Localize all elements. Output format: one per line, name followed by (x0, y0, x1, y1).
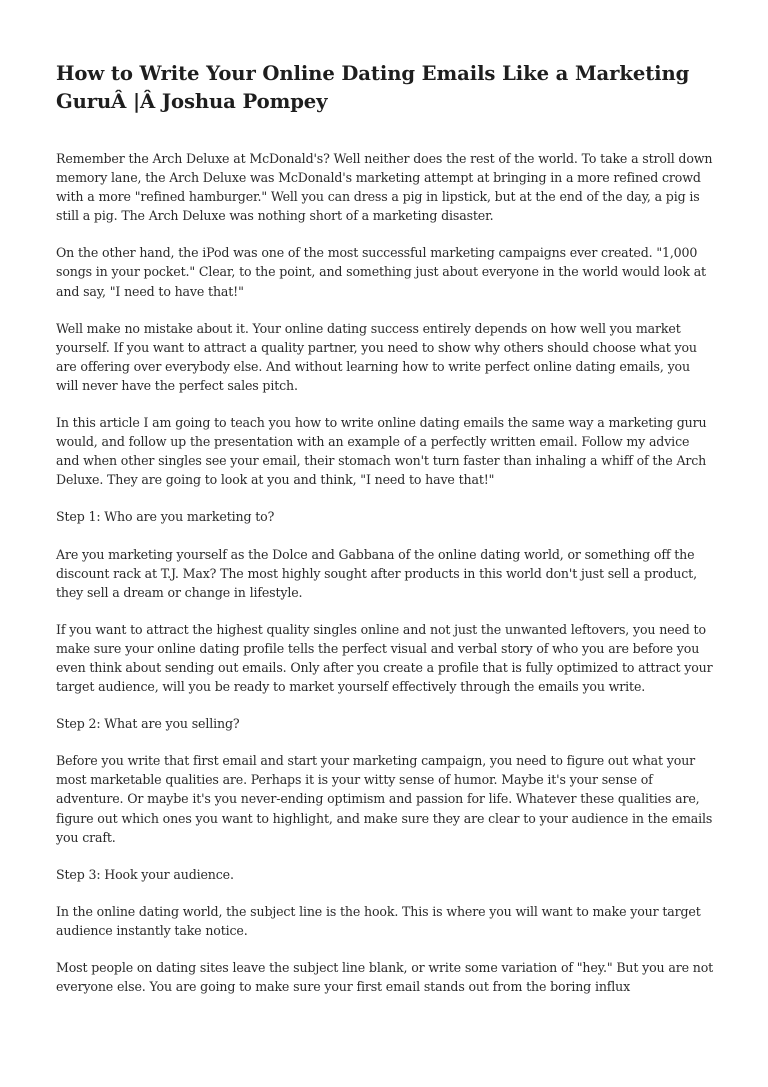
paragraph-article-overview: In this article I am going to teach you how to write online dating emails the same way a marketing guru would, and follow up the presentation with an example of a perfectly written email. Follow my advice and when other singles see your email, their stomach won't turn faster than inhaling a whiff of the Arch Deluxe. They are going to look at you and think, "I need to have that!" (56, 415, 707, 488)
paragraph-step-3-a: In the online dating world, the subject line is the hook. This is where you will want to make your target audience instantly take notice. (56, 903, 701, 938)
paragraph-step-1-a: Are you marketing yourself as the Dolce and Gabbana of the online dating world, or something off the discount rack at T.J. Max? The most highly sought after products in this world don't just sell a product, they sell a dream or change in lifestyle. (56, 546, 697, 600)
step-3-heading: Step 3: Hook your audience. (56, 866, 234, 882)
paragraph-step-3-b: Most people on dating sites leave the subject line blank, or write some variation of "hey." But you are not everyone else. You are going to make sure your first email stands out from the boring influx (56, 960, 714, 995)
paragraph-ipod: On the other hand, the iPod was one of the most successful marketing campaigns ever created. "1,000 songs in your pocket." Clear, to the point, and something just about everyone in the world would look at and say, "I need to have that!" (56, 245, 706, 299)
paragraph-step-2: Before you write that first email and start your marketing campaign, you need to figure out what your most marketable qualities are. Perhaps it is your witty sense of humor. Maybe it's your sense of adventure. Or maybe it's you never-ending optimism and passion for life. Whatever these qualities are, figure out which ones you want to highlight, and make sure they are clear to your audience in the emails you craft. (56, 753, 713, 845)
step-2-heading: Step 2: What are you selling? (56, 716, 240, 732)
paragraph-intro-arch-deluxe: Remember the Arch Deluxe at McDonald's? Well neither does the rest of the world. To take a stroll down memory lane, the Arch Deluxe was McDonald's marketing attempt at bringing in a more refined crowd with a more "refined hamburger." Well you can dress a pig in lipstick, but at the end of the day, a pig is still a pig. The Arch Deluxe was nothing short of a marketing disaster. (56, 151, 713, 224)
step-1-heading: Step 1: Who are you marketing to? (56, 509, 275, 525)
paragraph-step-1-b: If you want to attract the highest quality singles online and not just the unwanted leftovers, you need to make sure your online dating profile tells the perfect visual and verbal story of who you are before you even think about sending out emails. Only after you create a profile that is fully optimized to attract your target audience, will you be ready to market yourself effectively through the emails you write. (56, 621, 713, 695)
article-title: How to Write Your Online Dating Emails Like a Marketing GuruÂ |Â Joshua Pompey (56, 62, 690, 113)
paragraph-market-yourself: Well make no mistake about it. Your online dating success entirely depends on how well you market yourself. If you want to attract a quality partner, you need to show why others should choose what you are offering over everybody else. And without learning how to write perfect online dating emails, you will never have the perfect sales pitch. (56, 320, 697, 393)
document-page (56, 60, 714, 1014)
